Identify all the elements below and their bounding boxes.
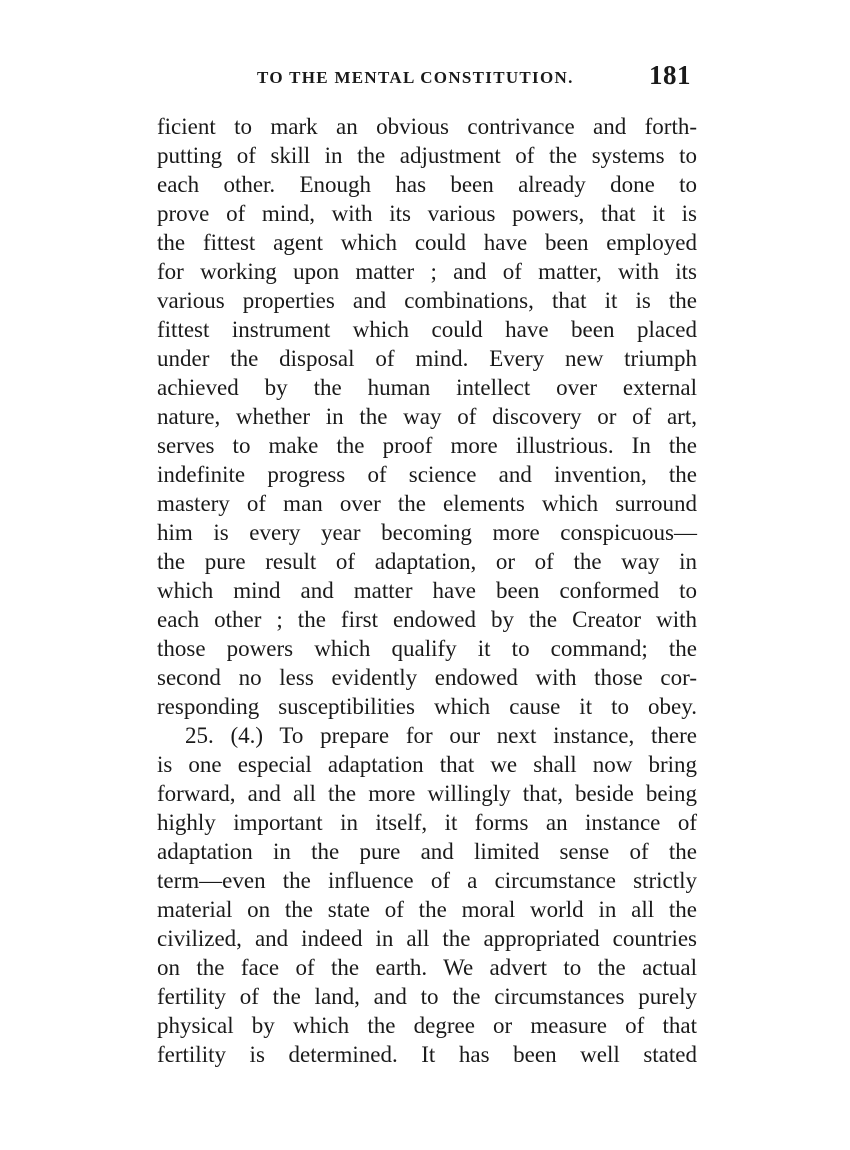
text-line: putting of skill in the adjustment of the systems to bbox=[157, 143, 697, 168]
text-line: serves to make the proof more illustrious. In the bbox=[157, 433, 697, 458]
text-line: adaptation in the pure and limited sense of the bbox=[157, 839, 697, 864]
text-line: responding susceptibilities which cause it to obey. bbox=[157, 694, 697, 719]
text-line: nature, whether in the way of discovery or of art, bbox=[157, 404, 697, 429]
text-line: material on the state of the moral world in all the bbox=[157, 897, 697, 922]
text-line: forward, and all the more willingly that, beside being bbox=[157, 781, 697, 806]
text-line: is one especial adaptation that we shall now bring bbox=[157, 752, 697, 777]
text-line: which mind and matter have been conformed to bbox=[157, 578, 697, 603]
text-line: each other ; the first endowed by the Creator with bbox=[157, 607, 697, 632]
text-line: indefinite progress of science and invention, the bbox=[157, 462, 697, 487]
text-line: prove of mind, with its various powers, that it is bbox=[157, 201, 697, 226]
running-head bbox=[155, 60, 695, 96]
text-line: fertility is determined. It has been well stated bbox=[157, 1042, 697, 1067]
paragraph-start-line: 25. (4.) To prepare for our next instance, there bbox=[185, 723, 697, 748]
text-line: the pure result of adaptation, or of the way in bbox=[157, 549, 697, 574]
text-line: for working upon matter ; and of matter, with its bbox=[157, 259, 697, 284]
body-text bbox=[157, 112, 697, 1069]
text-line: various properties and combinations, that it is the bbox=[157, 288, 697, 313]
text-line: each other. Enough has been already done to bbox=[157, 172, 697, 197]
text-line: fertility of the land, and to the circumstances purely bbox=[157, 984, 697, 1009]
text-line: ficient to mark an obvious contrivance and forth- bbox=[157, 114, 697, 139]
text-line: civilized, and indeed in all the appropriated countries bbox=[157, 926, 697, 951]
text-line: fittest instrument which could have been placed bbox=[157, 317, 697, 342]
text-line: him is every year becoming more conspicuous— bbox=[157, 520, 697, 545]
text-line: achieved by the human intellect over external bbox=[157, 375, 697, 400]
page-number: 181 bbox=[649, 60, 691, 90]
text-line: mastery of man over the elements which surround bbox=[157, 491, 697, 516]
text-line: second no less evidently endowed with those cor- bbox=[157, 665, 697, 690]
text-line: under the disposal of mind. Every new triumph bbox=[157, 346, 697, 371]
text-line: highly important in itself, it forms an instance of bbox=[157, 810, 697, 835]
text-line: those powers which qualify it to command; the bbox=[157, 636, 697, 661]
text-line: term—even the influence of a circumstance strictly bbox=[157, 868, 697, 893]
text-line: the fittest agent which could have been employed bbox=[157, 230, 697, 255]
running-title: TO THE MENTAL CONSTITUTION. bbox=[257, 68, 574, 87]
text-line: on the face of the earth. We advert to the actual bbox=[157, 955, 697, 980]
text-line: physical by which the degree or measure of that bbox=[157, 1013, 697, 1038]
